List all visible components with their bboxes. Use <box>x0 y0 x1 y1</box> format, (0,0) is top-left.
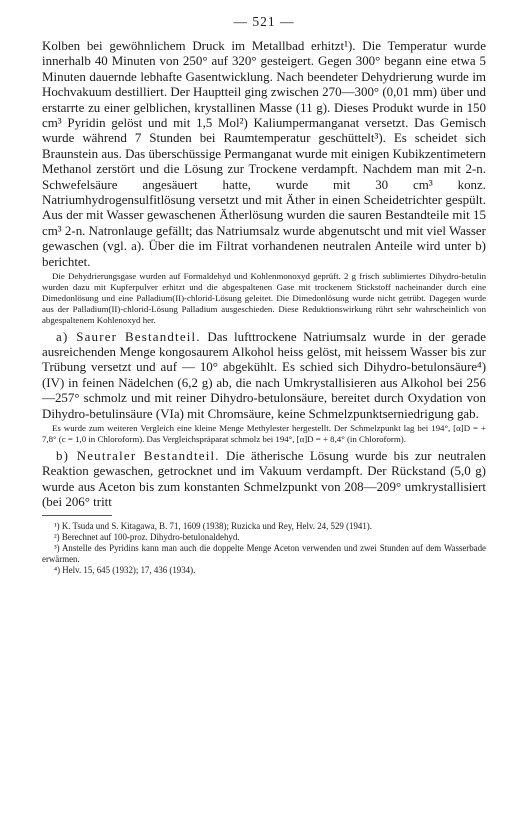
footnote-4: ⁴) Helv. 15, 645 (1932); 17, 436 (1934). <box>54 565 196 576</box>
section-a <box>42 329 486 421</box>
footnote-1: ¹) K. Tsuda und S. Kitagawa, B. 71, 1609 (1938); Ruzicka und Rey, Helv. 24, 529 (1941). <box>54 520 372 531</box>
note-methyl-ester: Es wurde zum weiteren Vergleich eine kleine Menge Methylester hergestellt. Der Schmelzpunkt lag bei 194°, [α]D = + 7,8° (c = 1,0 in Chloroform). Das Vergleichspräparat schmolz bei 194°, [α]D = + 8,4° (in Chloroform). <box>42 423 486 444</box>
body-paragraph-2: Das lufttrockene Natriumsalz wurde in der gerade ausreichenden Menge kongosaurem Alkohol heiss gelöst, mit heissem Wasser bis zur Trübung versetzt und auf — 10° abgekühlt. Es schied sich Dihydro-betulonsäure⁴) (IV) in feinen Nädelchen (6,2 g) ab, die nach Umkrystallisieren aus Alkohol bei 256—257° schmolz und mit reiner Dihydro-betulonsäure, bereitet durch Oxydation von Dihydro-betulinsäure (VIa) mit Chromsäure, keine Schmelzpunktserniedrigung gab. <box>42 328 487 421</box>
body-paragraph-3: Die ätherische Lösung wurde bis zur neutralen Reaktion gewaschen, getrocknet und im Vakuum verdampft. Der Rückstand (5,0 g) wurde aus Aceton bis zum konstanten Schmelzpunkt von 208—209° umkrystallisiert (bei 206° tritt <box>42 447 487 510</box>
note-dehydrogenation-gases: Die Dehydrierungsgase wurden auf Formaldehyd und Kohlenmonoxyd geprüft. 2 g frisch sublimiertes Dihydro-betulin wurden dazu mit Kupferpulver erhitzt und die abgespaltenen Gase mit trockenem Stickstoff nacheinander durch eine Dimedonlösung und eine Palladium(II)-chlorid-Lösung geleitet. Die Dimedonlösung wurde nicht getrübt. Dagegen wurde aus der Palladium(II)-chlorid-Lösung Palladium ausgeschieden. Diese Reduktionswirkung rührt sehr wahrscheinlich von abgespaltenem Kohlenoxyd her. <box>42 271 486 325</box>
page-number: — 521 — <box>233 14 295 29</box>
footnote-2: ²) Berechnet auf 100-proz. Dihydro-betulonaldehyd. <box>54 531 240 542</box>
section-heading-acidic: a) Saurer Bestandteil. <box>56 328 201 344</box>
section-b <box>42 448 486 510</box>
footnote-divider <box>42 515 112 516</box>
footnote-3: ³) Anstelle des Pyridins kann man auch die doppelte Menge Aceton verwenden und zwei Stunden auf dem Wasserbade erwärmen. <box>42 542 486 565</box>
body-paragraph-1: Kolben bei gewöhnlichem Druck im Metallbad erhitzt¹). Die Temperatur wurde innerhalb 40 Minuten von 250° auf 320° gesteigert. Gegen 300° begann eine etwa 5 Minuten dauernde lebhafte Gasentwicklung. Nach beendeter Dehydrierung wurde im Hochvakuum destilliert. Der Hauptteil ging zwischen 270—300° (0,01 mm) über und erstarrte zu einer gelblichen, krystallinen Masse (11 g). Dieses Produkt wurde in 150 cm³ Pyridin gelöst und mit 1,5 Mol²) Kaliumpermanganat versetzt. Das Gemisch wurde während 7 Stunden bei Raumtemperatur geschüttelt³). Es scheidet sich Braunstein aus. Das überschüssige Permanganat wurde mit einigen Kubikzentimetern Methanol zerstört und die Lösung zur Trockene verdampft. Nachdem man mit 2-n. Schwefelsäure angesäuert hatte, wurde mit 30 cm³ konz. Natriumhydrogensulfitlösung versetzt und mit Äther in einen Scheidetrichter gespült. Aus der mit Wasser gewaschenen Ätherlösung wurden die sauren Bestandteile mit 15 cm³ 2-n. Natronlauge gefällt; das Natriumsalz wurde abgenutscht und mit viel Wasser gewaschen (vgl. a). Über die im Filtrat vorhandenen neutralen Anteile wird unter b) berichtet. <box>42 38 486 269</box>
section-heading-neutral: b) Neutraler Bestandteil. <box>56 447 220 463</box>
